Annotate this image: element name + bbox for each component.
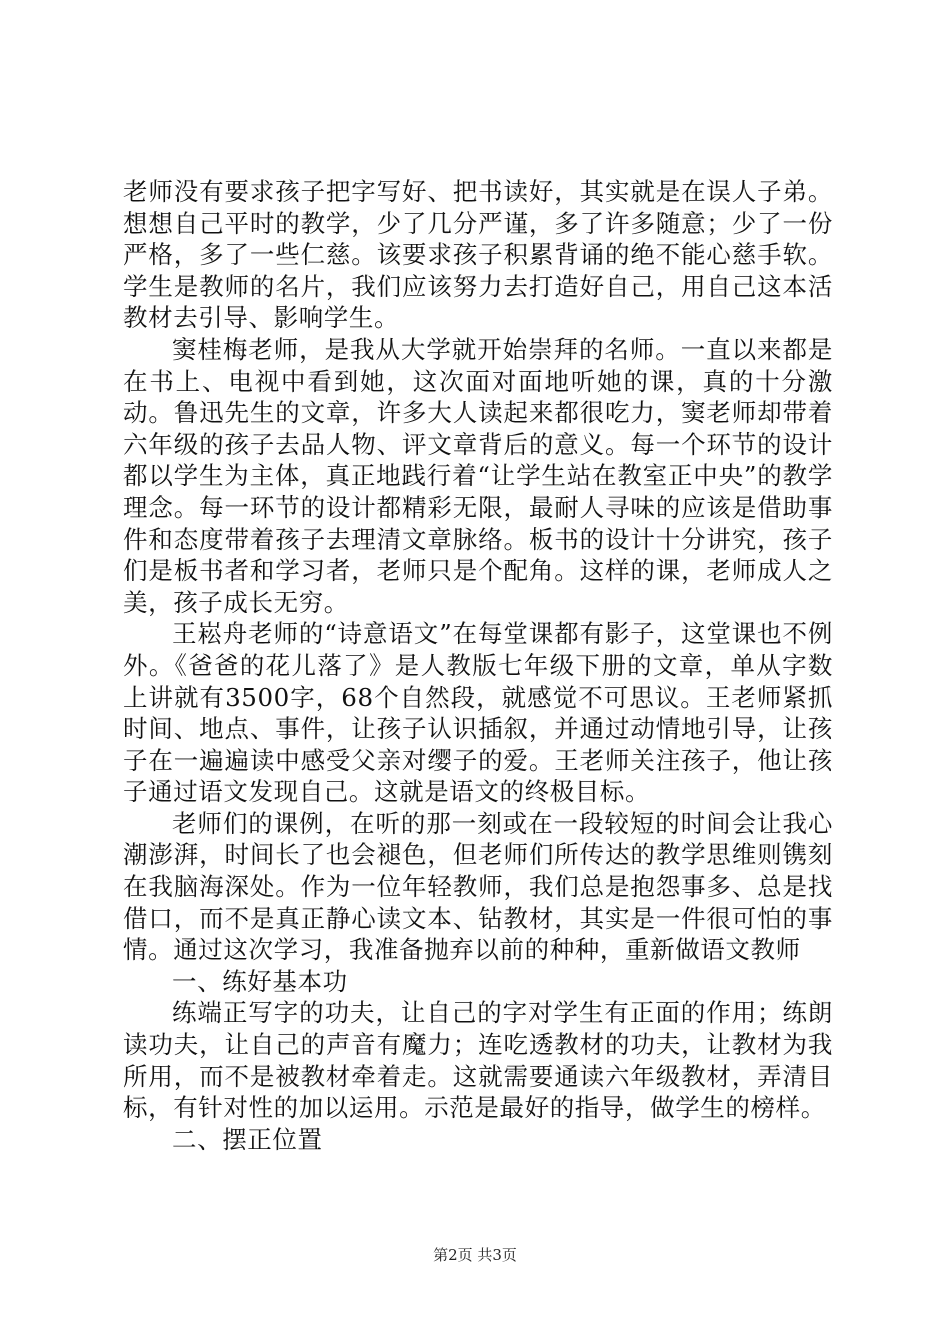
page-footer: 第2页 共3页: [433, 1246, 517, 1264]
paragraph-3: 王崧舟老师的“诗意语文”在每堂课都有影子，这堂课也不例外。《爸爸的花儿落了》是人教版七年级下册的文章，单从字数上讲就有3500字，68个自然段，就感觉不可思议。王老师紧抓时间、地点、事件，让孩子认识插叙，并通过动情地引导，让孩子在一遍遍读中感受父亲对缨子的爱。王老师关注孩子，他让孩子通过语文发现自己。这就是语文的终极目标。: [123, 619, 833, 807]
section-heading-1: 一、练好基本功: [172, 966, 348, 996]
section-heading-2: 二、摆正位置: [172, 1124, 323, 1154]
paragraph-2: 窦桂梅老师，是我从大学就开始崇拜的名师。一直以来都是在书上、电视中看到她，这次面对面地听她的课，真的十分激动。鲁迅先生的文章，许多大人读起来都很吃力，窦老师却带着六年级的孩子去品人物、评文章背后的意义。每一个环节的设计都以学生为主体，真正地践行着“让学生站在教室正中央”的教学理念。每一环节的设计都精彩无限，最耐人寻味的应该是借助事件和态度带着孩子去理清文章脉络。板书的设计十分讲究，孩子们是板书者和学习者，老师只是个配角。这样的课，老师成人之美，孩子成长无穷。: [123, 334, 833, 617]
paragraph-4: 老师们的课例，在听的那一刻或在一段较短的时间会让我心潮澎湃，时间长了也会褪色，但老师们所传达的教学思维则镌刻在我脑海深处。作为一位年轻教师，我们总是抱怨事多、总是找借口，而不是真正静心读文本、钻教材，其实是一件很可怕的事情。通过这次学习，我准备抛弃以前的种种，重新做语文教师: [123, 808, 833, 965]
document-body: [123, 176, 833, 1155]
paragraph-5: 练端正写字的功夫，让自己的字对学生有正面的作用；练朗读功夫，让自己的声音有魔力；连吃透教材的功夫，让教材为我所用，而不是被教材牵着走。这就需要通读六年级教材，弄清目标，有针对性的加以运用。示范是最好的指导，做学生的榜样。: [123, 998, 833, 1123]
paragraph-1: 老师没有要求孩子把字写好、把书读好，其实就是在误人子弟。想想自己平时的教学，少了几分严谨，多了许多随意；少了一份严格，多了一些仁慈。该要求孩子积累背诵的绝不能心慈手软。学生是教师的名片，我们应该努力去打造好自己，用自己这本活教材去引导、影响学生。: [123, 177, 833, 333]
